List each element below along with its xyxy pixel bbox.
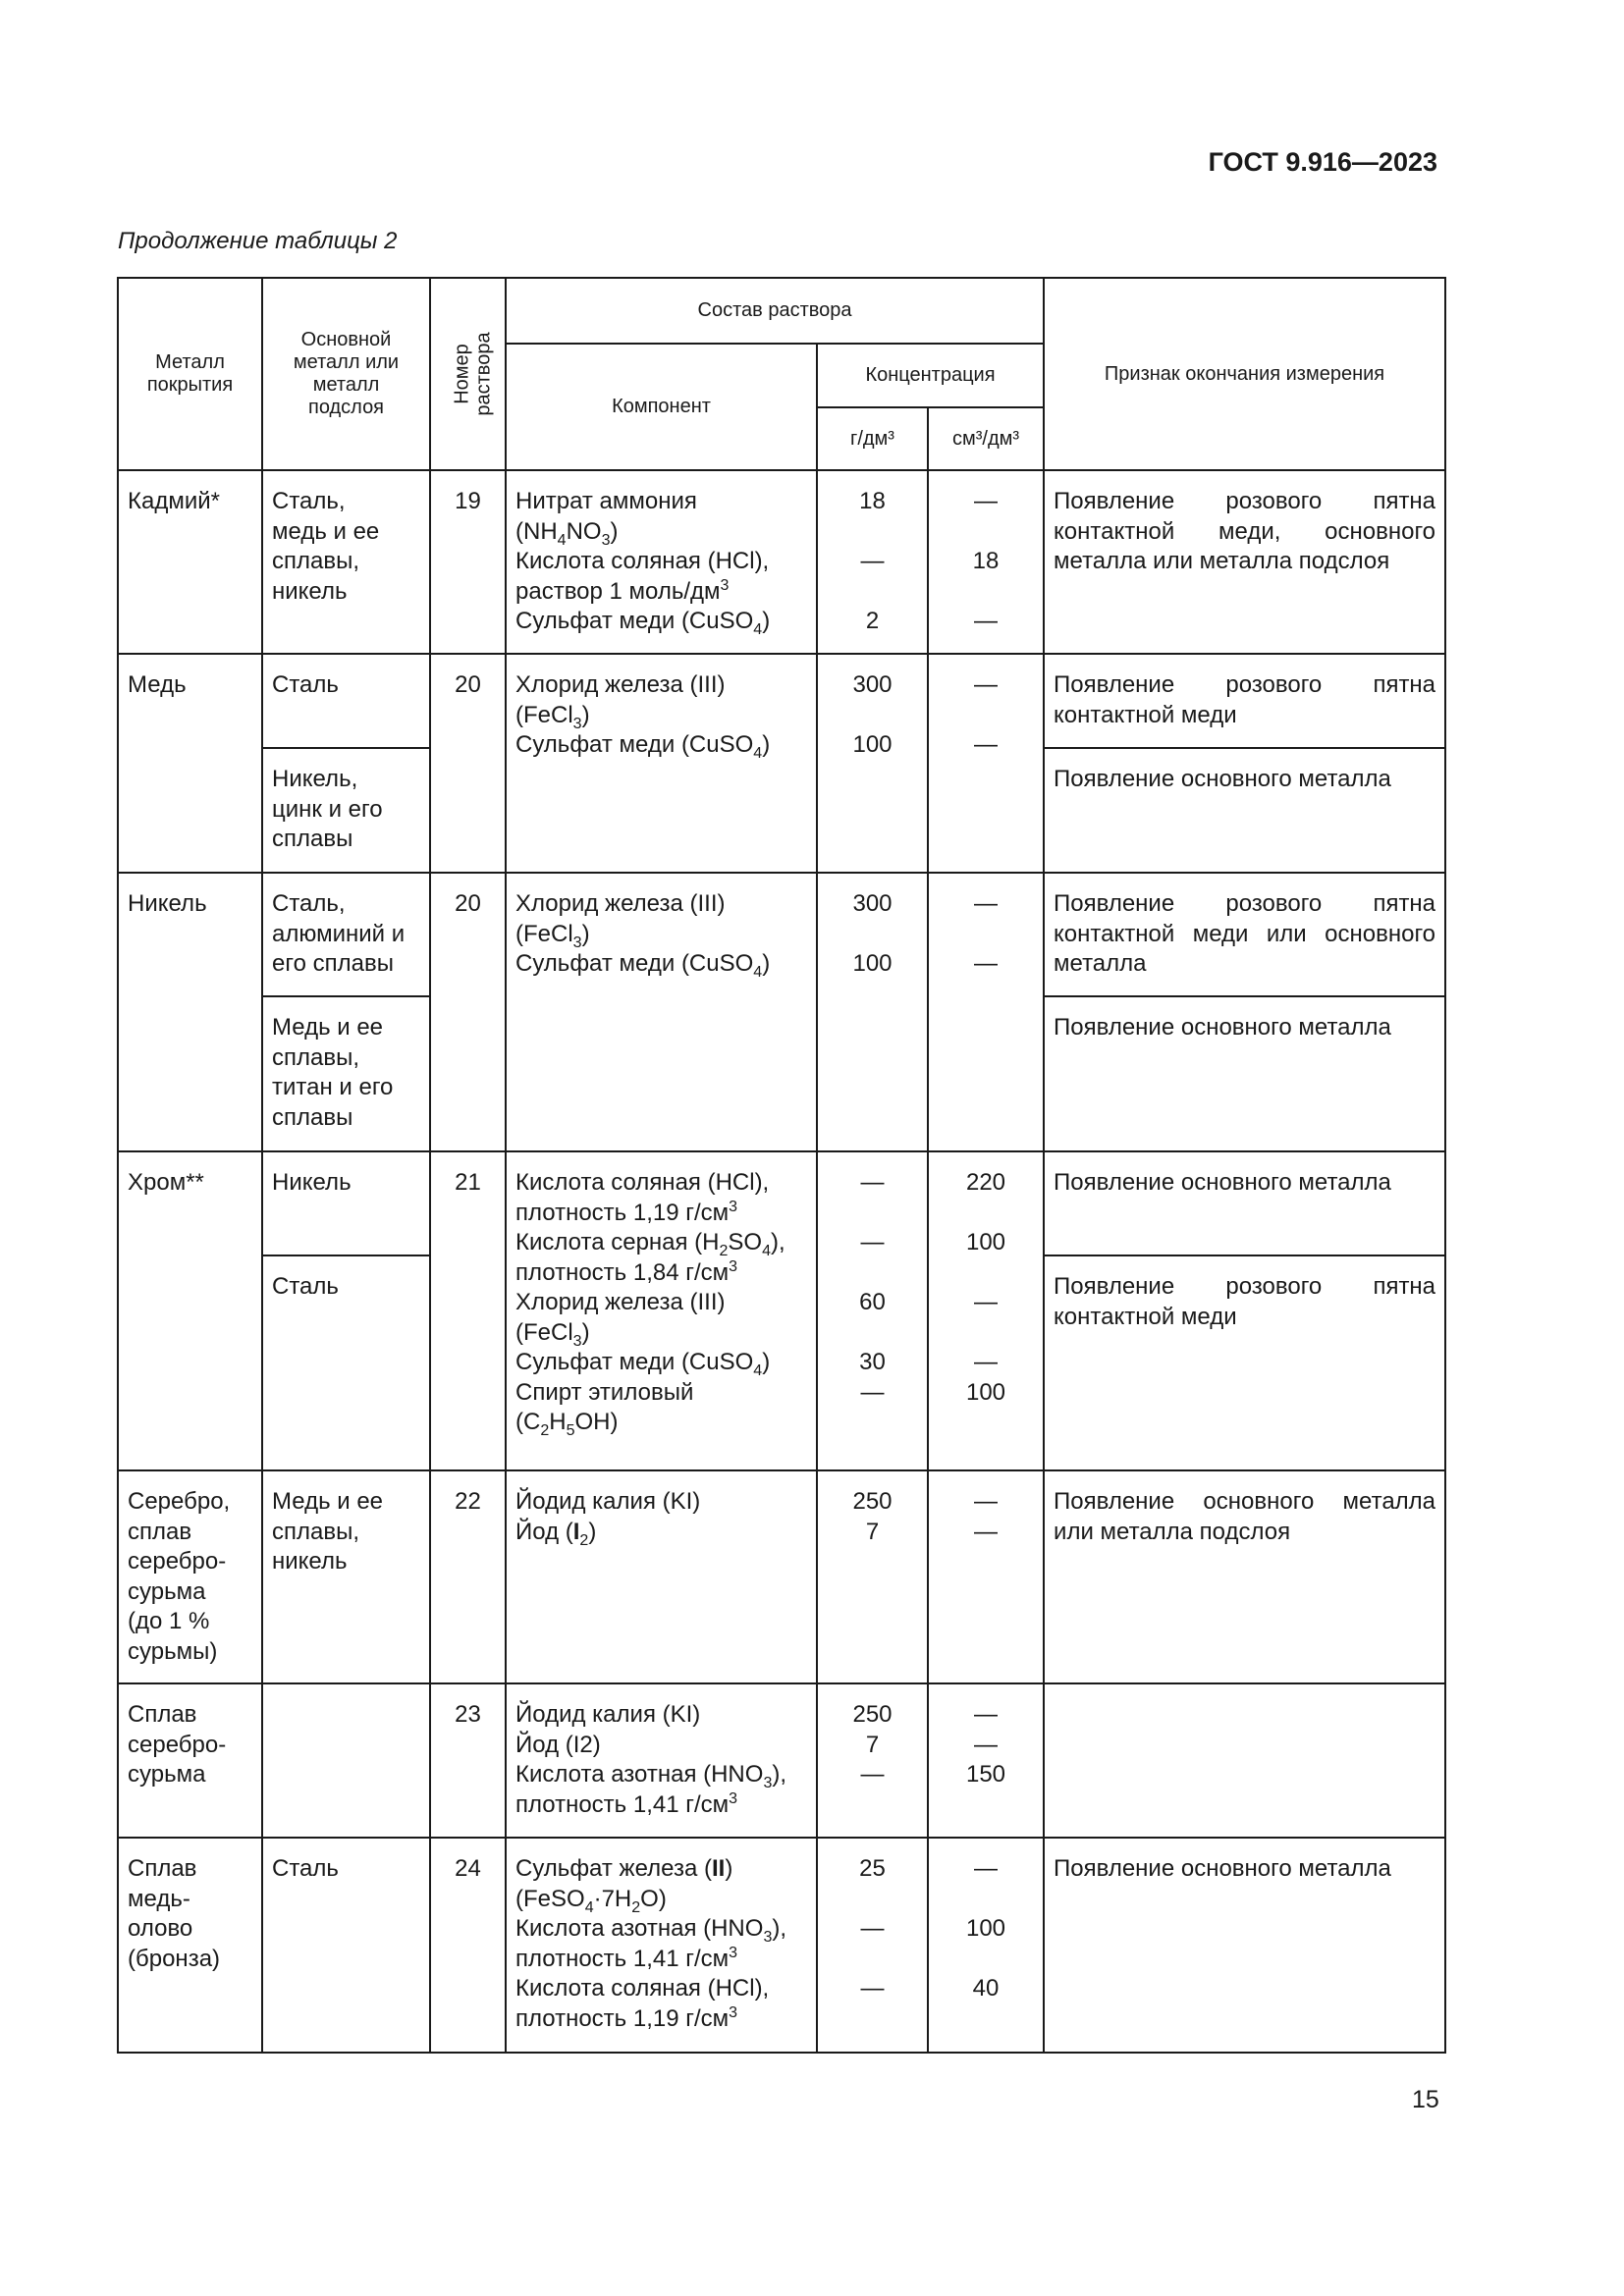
cell-base-metal xyxy=(262,1683,430,1838)
header-unit-cm: см³/дм³ xyxy=(928,407,1044,470)
cell-metal: Кадмий* xyxy=(118,470,262,654)
cell-base-metal: Медь и ее сплавы, титан и его сплавы xyxy=(262,996,430,1151)
header-unit-g: г/дм³ xyxy=(817,407,928,470)
cell-component: Кислота соляная (HCl), плотность 1,19 $г/см^3$ Кислота серная $(H_2SO_4)$, плотность 1,84 $г/см^3$ Хлорид железа (III) (FeCl$_3$) Сульфат меди (CuSO$_4$) Спирт этиловый $(C_2H_5OH)$ xyxy=(506,1151,817,1470)
cell-solution-number: 21 xyxy=(430,1151,506,1470)
cell-end-sign: Появление розового пятна контактной меди или основного металла xyxy=(1044,873,1445,996)
cell-base-metal: Сталь, алюминий и его сплавы xyxy=(262,873,430,996)
cell-solution-number: 20 xyxy=(430,654,506,873)
header-metal-coating: Металл покрытия xyxy=(118,278,262,470)
table-row xyxy=(118,1683,1445,1838)
table-row xyxy=(118,873,1445,996)
cell-end-sign: Появление основного металла или металла подслоя xyxy=(1044,1470,1445,1683)
cell-component: Йодид калия (KI) Йод $(I_2)$ xyxy=(506,1470,817,1683)
cell-base-metal: Никель, цинк и его сплавы xyxy=(262,748,430,873)
header-end-sign: Признак окончания измерения xyxy=(1044,278,1445,470)
cell-end-sign: Появление основного металла xyxy=(1044,1151,1445,1255)
cell-base-metal: Сталь xyxy=(262,1255,430,1470)
cell-metal: Никель xyxy=(118,873,262,1151)
cell-base-metal: Сталь, медь и ее сплавы, никель xyxy=(262,470,430,654)
solutions-table xyxy=(117,277,1446,2054)
cell-component: Йодид калия (KI) Йод (I2) Кислота азотная $(HNO_3)$, плотность 1,41 $г/см^3$ xyxy=(506,1683,817,1838)
cell-conc-cm: — 100 40 xyxy=(928,1838,1044,2053)
cell-metal: Сплав медь- олово (бронза) xyxy=(118,1838,262,2053)
document-standard-number: ГОСТ 9.916—2023 xyxy=(1208,147,1437,177)
table-row xyxy=(118,654,1445,748)
header-base-metal: Основной металл или металл подслоя xyxy=(262,278,430,470)
cell-conc-cm: — — xyxy=(928,873,1044,1151)
cell-conc-g: 250 7 — xyxy=(817,1683,928,1838)
cell-end-sign: Появление розового пятна контактной меди, основного металла или металла подслоя xyxy=(1044,470,1445,654)
header-solution-number: Номер раствора xyxy=(430,278,506,470)
cell-conc-cm: 220 100 — — 100 xyxy=(928,1151,1044,1470)
cell-conc-cm: — — xyxy=(928,654,1044,873)
cell-metal: Сплав серебро- сурьма xyxy=(118,1683,262,1838)
cell-conc-g: 300 100 xyxy=(817,873,928,1151)
cell-component: Сульфат железа (II) $(FeSO_4\cdot 7H_2O)$ Кислота азотная $(HNO_3)$, плотность 1,41 $г/см^3$ Кислота соляная (HCl), плотность 1,19 $г/см^3$ xyxy=(506,1838,817,2053)
cell-conc-cm: — 18 — xyxy=(928,470,1044,654)
header-concentration: Концентрация xyxy=(817,344,1044,407)
cell-base-metal: Никель xyxy=(262,1151,430,1255)
cell-solution-number: 20 xyxy=(430,873,506,1151)
cell-solution-number: 19 xyxy=(430,470,506,654)
cell-solution-number: 22 xyxy=(430,1470,506,1683)
cell-end-sign: Появление розового пятна контактной меди xyxy=(1044,654,1445,748)
cell-end-sign: Появление розового пятна контактной меди xyxy=(1044,1255,1445,1470)
cell-conc-cm: — — 150 xyxy=(928,1683,1044,1838)
cell-component: Хлорид железа (III) (FeCl$_3$) Сульфат меди (CuSO$_4$) xyxy=(506,873,817,1151)
page-number: 15 xyxy=(1412,2086,1439,2113)
cell-end-sign: Появление основного металла xyxy=(1044,1838,1445,2053)
cell-component: Хлорид железа (III) (FeCl$_3$) Сульфат меди (CuSO$_4$) xyxy=(506,654,817,873)
cell-solution-number: 23 xyxy=(430,1683,506,1838)
cell-base-metal: Сталь xyxy=(262,1838,430,2053)
table-row xyxy=(118,470,1445,654)
cell-conc-g: — — 60 30 — xyxy=(817,1151,928,1470)
cell-metal: Серебро, сплав серебро- сурьма (до 1 % сурьмы) xyxy=(118,1470,262,1683)
cell-conc-g: 25 — — xyxy=(817,1838,928,2053)
cell-solution-number: 24 xyxy=(430,1838,506,2053)
cell-conc-g: 18 — 2 xyxy=(817,470,928,654)
cell-base-metal: Медь и ее сплавы, никель xyxy=(262,1470,430,1683)
table-caption: Продолжение таблицы 2 xyxy=(118,228,398,254)
cell-base-metal: Сталь xyxy=(262,654,430,748)
header-component: Компонент xyxy=(506,344,817,470)
cell-end-sign xyxy=(1044,1683,1445,1838)
cell-conc-g: 250 7 xyxy=(817,1470,928,1683)
cell-component: Нитрат аммония $(NH_4NO_3)$ Кислота соляная (HCl), раствор 1 моль/$дм^3$ Сульфат меди (CuSO$_4$) xyxy=(506,470,817,654)
cell-metal: Медь xyxy=(118,654,262,873)
cell-conc-cm: — — xyxy=(928,1470,1044,1683)
table-row xyxy=(118,1151,1445,1255)
table-row xyxy=(118,1470,1445,1683)
cell-conc-g: 300 100 xyxy=(817,654,928,873)
table-row xyxy=(118,1838,1445,2053)
cell-end-sign: Появление основного металла xyxy=(1044,996,1445,1151)
cell-metal: Хром** xyxy=(118,1151,262,1470)
header-composition: Состав раствора xyxy=(506,278,1044,344)
cell-end-sign: Появление основного металла xyxy=(1044,748,1445,873)
